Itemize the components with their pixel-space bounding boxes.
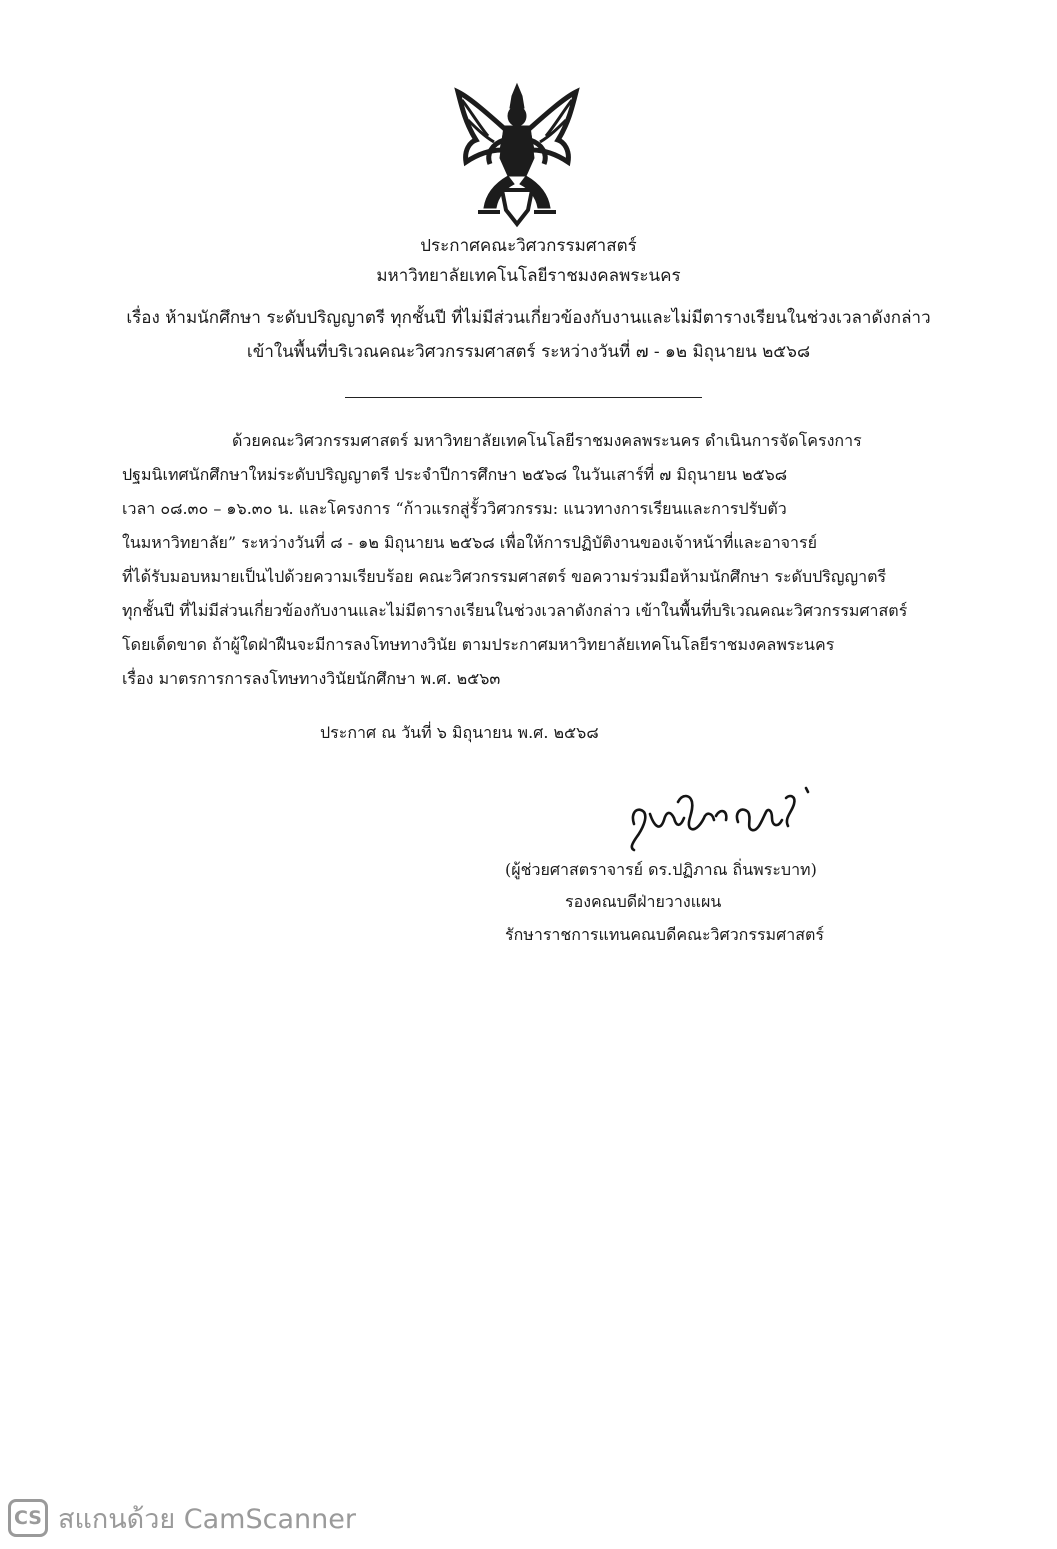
body-line: ทุกชั้นปี ที่ไม่มีส่วนเกี่ยวข้องกับงานและไม่มีตารางเรียนในช่วงเวลาดังกล่าว เข้าในพื้นที่บริเวณคณะวิศวกรรมศาสตร์	[122, 601, 908, 620]
body-line: เรื่อง มาตรการการลงโทษทางวินัยนักศึกษา พ.ศ. ๒๕๖๓	[122, 669, 501, 688]
signatory-name: (ผู้ช่วยศาสตราจารย์ ดร.ปฏิภาณ ถิ่นพระบาท)	[505, 860, 817, 879]
signatory-acting-position: รักษาราชการแทนคณบดีคณะวิศวกรรมศาสตร์	[505, 925, 824, 944]
body-line: ในมหาวิทยาลัย” ระหว่างวันที่ ๘ - ๑๒ มิถุนายน ๒๕๖๘ เพื่อให้การปฏิบัติงานของเจ้าหน้าที่และอาจารย์	[122, 533, 818, 552]
watermark-text: สแกนด้วย CamScanner	[58, 1503, 356, 1535]
subject-line: เรื่อง ห้ามนักศึกษา ระดับปริญญาตรี ทุกชั้นปี ที่ไม่มีส่วนเกี่ยวข้องกับงานและไม่มีตารางเรียนในช่วงเวลาดังกล่าว	[126, 308, 931, 328]
subject-line-continued: เข้าในพื้นที่บริเวณคณะวิศวกรรมศาสตร์ ระหว่างวันที่ ๗ - ๑๒ มิถุนายน ๒๕๖๘	[246, 342, 811, 362]
handwritten-signature	[620, 772, 820, 852]
body-line: โดยเด็ดขาด ถ้าผู้ใดฝ่าฝืนจะมีการลงโทษทางวินัย ตามประกาศมหาวิทยาลัยเทคโนโลยีราชมงคลพระนคร	[122, 635, 835, 654]
camscanner-logo-icon: CS	[8, 1499, 48, 1537]
body-line: ที่ได้รับมอบหมายเป็นไปด้วยความเรียบร้อย คณะวิศวกรรมศาสตร์ ขอความร่วมมือห้ามนักศึกษา ระดับปริญญาตรี	[122, 567, 887, 586]
garuda-emblem-icon	[448, 80, 586, 228]
body-line: เวลา ๐๘.๓๐ – ๑๖.๓๐ น. และโครงการ “ก้าวแรกสู่รั้ววิศวกรรม: แนวทางการเรียนและการปรับตัว	[122, 499, 787, 518]
camscanner-watermark	[8, 1496, 356, 1540]
announcement-title: ประกาศคณะวิศวกรรมศาสตร์	[420, 236, 637, 256]
header-divider	[345, 397, 702, 398]
body-line: ด้วยคณะวิศวกรรมศาสตร์ มหาวิทยาลัยเทคโนโลยีราชมงคลพระนคร ดำเนินการจัดโครงการ	[232, 431, 862, 450]
body-line: ปฐมนิเทศนักศึกษาใหม่ระดับปริญญาตรี ประจำปีการศึกษา ๒๕๖๘ ในวันเสาร์ที่ ๗ มิถุนายน ๒๕๖๘	[122, 465, 788, 484]
signatory-position: รองคณบดีฝ่ายวางแผน	[565, 892, 722, 911]
university-name: มหาวิทยาลัยเทคโนโลยีราชมงคลพระนคร	[376, 266, 681, 286]
announcement-date: ประกาศ ณ วันที่ ๖ มิถุนายน พ.ศ. ๒๕๖๘	[320, 723, 599, 742]
